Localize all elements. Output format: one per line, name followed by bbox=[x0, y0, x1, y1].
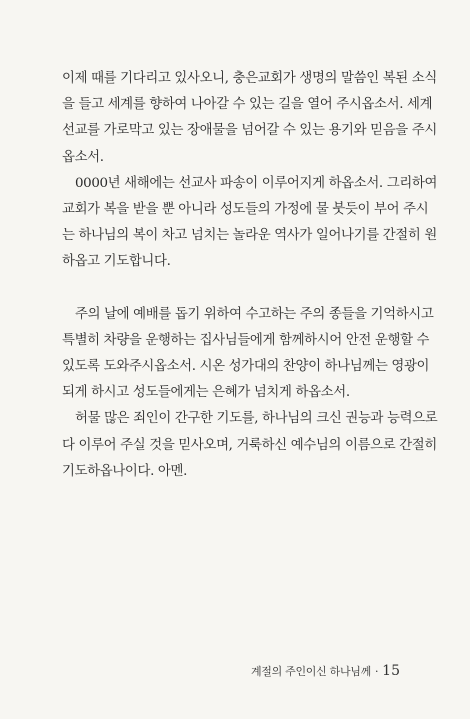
paragraph-3 bbox=[62, 302, 434, 407]
text-line: 하옵고 기도합니다. bbox=[62, 254, 171, 270]
prayer-body bbox=[62, 66, 438, 485]
text-line: 주의 날에 예배를 돕기 위하여 수고하는 주의 종들을 기억하시고 bbox=[75, 306, 434, 322]
text-line: 는 하나님의 복이 차고 넘치는 놀라운 역사가 일어나기를 간절히 원 bbox=[62, 228, 437, 244]
paragraph-1 bbox=[62, 66, 437, 171]
text-line: 되게 하시고 성도들에게는 은혜가 넘치게 하옵소서. bbox=[62, 385, 350, 401]
text-line: 이제 때를 기다리고 있사오니, 충은교회가 생명의 말씀인 복된 소식 bbox=[62, 71, 437, 86]
footer-separator: · bbox=[374, 665, 379, 678]
paragraph-2 bbox=[62, 171, 438, 276]
text-line: 있도록 도와주시옵소서. 시온 성가대의 찬양이 하나님께는 영광이 bbox=[62, 359, 430, 375]
page-number: 15 bbox=[382, 663, 400, 679]
text-line: 특별히 차량을 운행하는 집사님들에게 함께하시어 안전 운행할 수 bbox=[62, 332, 430, 348]
text-line: 허물 많은 죄인이 간구한 기도를, 하나님의 크신 권능과 능력으로 bbox=[75, 411, 438, 427]
paragraph-4 bbox=[62, 406, 438, 485]
text-line: 기도하옵나이다. 아멘. bbox=[62, 463, 187, 479]
text-line: 교회가 복을 받을 뿐 아니라 성도들의 가정에 물 붓듯이 부어 주시 bbox=[62, 202, 429, 218]
text-line: 옵소서. bbox=[62, 149, 104, 165]
running-title: 계절의 주인이신 하나님께 bbox=[250, 665, 371, 678]
text-line: 다 이루어 주실 것을 믿사오며, 거룩하신 예수님의 이름으로 간절히 bbox=[62, 437, 437, 453]
text-line: 0000년 새해에는 선교사 파송이 이루어지게 하옵소서. 그리하여 bbox=[75, 175, 438, 191]
text-line: 을 들고 세계를 향하여 나아갈 수 있는 길을 열어 주시옵소서. 세계 bbox=[62, 97, 433, 113]
page-footer bbox=[251, 663, 400, 679]
text-line: 선교를 가로막고 있는 장애물을 넘어갈 수 있는 용기와 믿음을 주시 bbox=[62, 123, 437, 139]
paragraph-gap bbox=[62, 276, 414, 302]
